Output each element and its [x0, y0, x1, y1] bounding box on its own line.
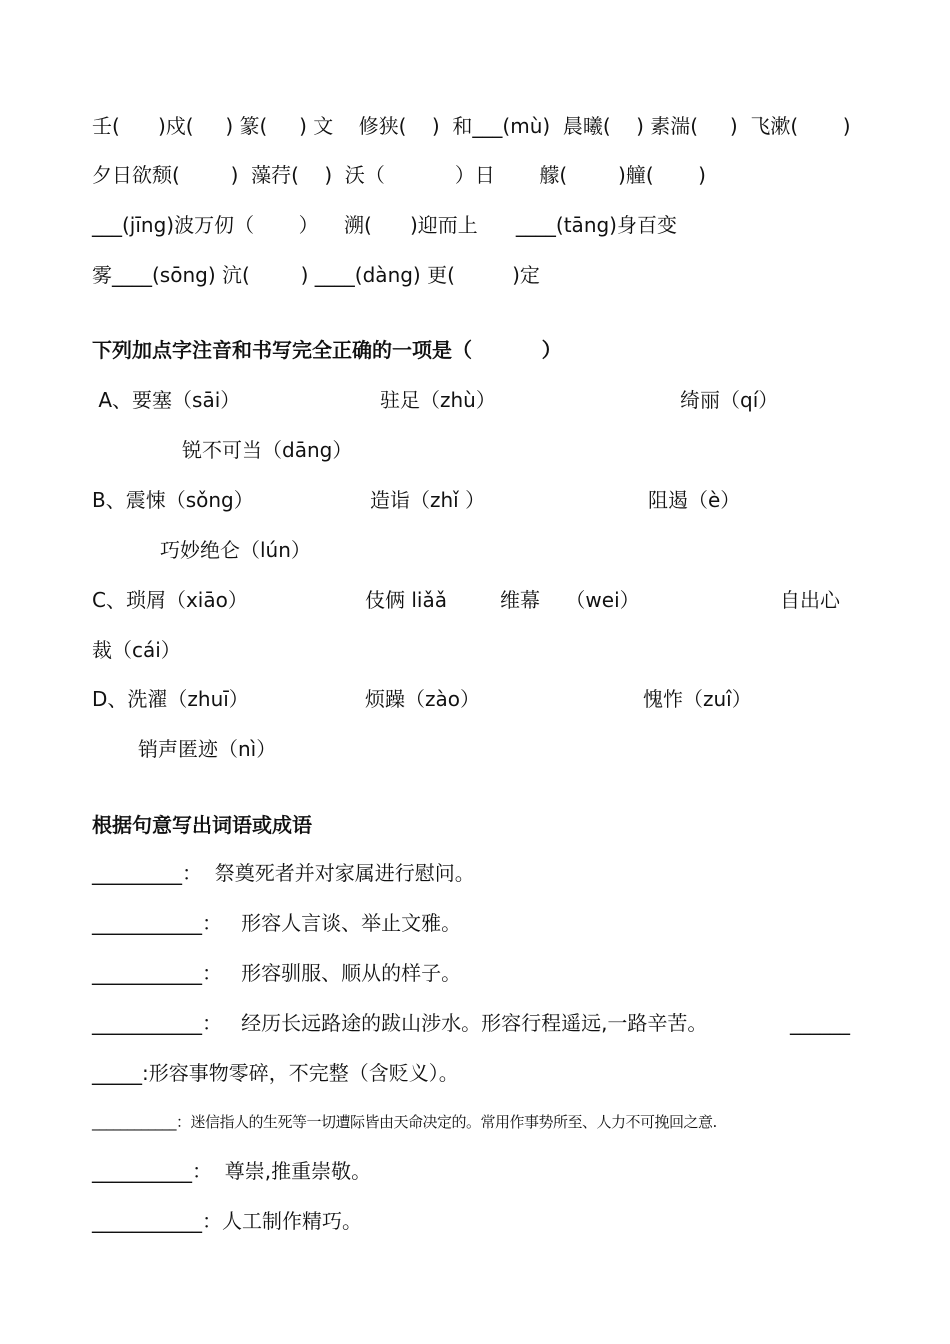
definition-line-5: _____:形容事物零碎，不完整（含贬义）。 — [92, 1061, 459, 1085]
option-c-item-4-continued: 裁（cái） — [92, 638, 181, 662]
option-b-item-1: B、震悚（sǒng） — [92, 488, 254, 512]
pinyin-line-1: 壬( )戍( ) 篆( ) 文 修狭( ) 和___(mù) 晨曦( ) 素湍( ) 飞漱( ) — [92, 114, 851, 138]
option-d-item-1: D、洗濯（zhuī） — [92, 687, 249, 711]
option-d-item-4: 销声匿迹（nì） — [138, 737, 277, 761]
definition-line-4: ___________： 经历长远路途的跋山涉水。形容行程遥远,一路辛苦。 — [92, 1011, 708, 1035]
option-c-item-1: C、琐屑（xiāo） — [92, 588, 248, 612]
pinyin-line-3: ___(jīng)波万仞（ ） 溯( )迎而上 ____(tāng)身百变 — [92, 213, 677, 237]
option-c-item-2: 伎俩 liǎǎ — [365, 588, 447, 612]
definition-line-1: _________： 祭奠死者并对家属进行慰问。 — [92, 861, 475, 885]
option-a-item-3: 绮丽（qí） — [680, 388, 779, 412]
definition-line-8: ___________：人工制作精巧。 — [92, 1209, 362, 1233]
question-3-title: 根据句意写出词语或成语 — [92, 813, 312, 837]
definition-line-5-blank: ______ — [790, 1011, 850, 1035]
option-d-item-2: 烦躁（zào） — [365, 687, 480, 711]
pinyin-line-2: 夕日欲颓( ) 藻荇( ) 沃（ ）日 艨( )艟( ) — [92, 163, 706, 187]
option-c-item-4: 自出心 — [780, 588, 840, 612]
pinyin-line-4: 雾____(sōng) 沆( ) ____(dàng) 更( )定 — [92, 263, 540, 287]
option-b-item-3: 阻遏（è） — [648, 488, 741, 512]
option-c-item-3: 维幕 （wei） — [500, 588, 640, 612]
definition-line-7: __________： 尊崇,推重崇敬。 — [92, 1159, 372, 1183]
option-a-item-4: 锐不可当（dāng） — [182, 438, 353, 462]
option-d-item-3: 愧怍（zuî） — [643, 687, 752, 711]
option-a-item-2: 驻足（zhù） — [380, 388, 496, 412]
definition-line-6: ____________：迷信指人的生死等一切遭际皆由天命决定的。常用作事势所至、人力不可挽回之意. — [92, 1113, 717, 1131]
option-b-item-4: 巧妙绝仑（lún） — [160, 538, 311, 562]
definition-line-2: ___________： 形容人言谈、举止文雅。 — [92, 911, 462, 935]
option-a-item-1: A、要塞（sāi） — [92, 388, 241, 412]
question-2-title: 下列加点字注音和书写完全正确的一项是（ ） — [92, 338, 562, 362]
option-b-item-2: 造诣（zhǐ ） — [370, 488, 486, 512]
definition-line-3: ___________： 形容驯服、顺从的样子。 — [92, 961, 462, 985]
